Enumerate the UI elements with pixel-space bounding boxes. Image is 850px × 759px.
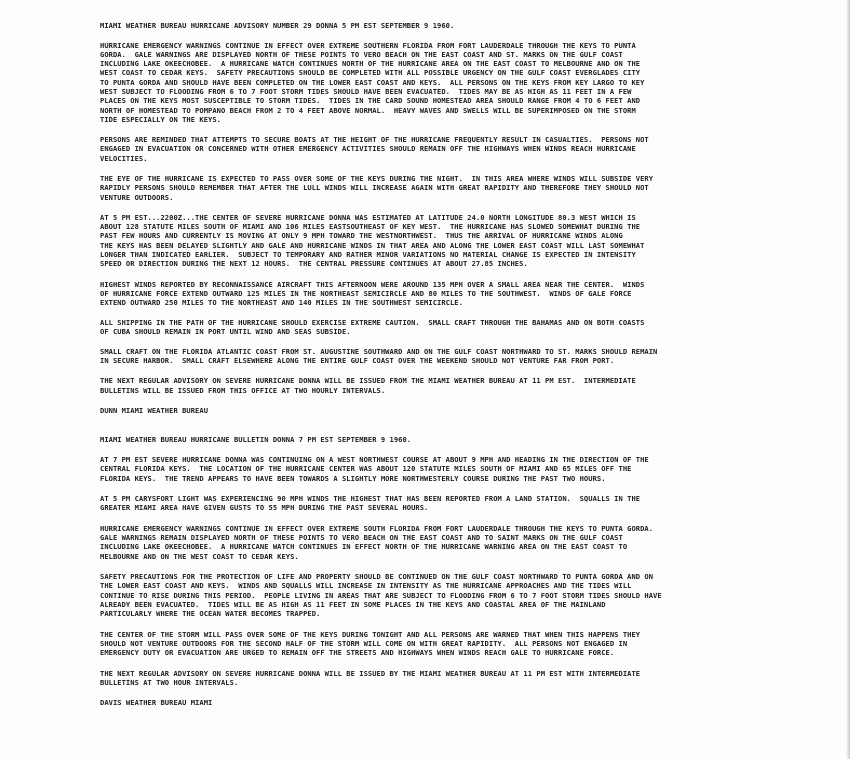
text-line: HURRICANE EMERGENCY WARNINGS CONTINUE IN EFFECT OVER EXTREME SOUTH FLORIDA FROM FORT LAUDERDALE THROUGH THE KEYS TO PUNTA GORDA.	[100, 524, 654, 533]
text-line: THE KEYS HAS BEEN DELAYED SLIGHTLY AND GALE AND HURRICANE WINDS IN THAT AREA AND ALONG THE LOWER EAST COAST WILL LAST SOMEWHAT	[100, 241, 645, 250]
text-line: TO PUNTA GORDA AND SHOULD HAVE BEEN COMPLETED ON THE LOWER EAST COAST AND KEYS. ALL PERSONS ON THE KEYS FROM KEY LARGO TO KEY	[100, 78, 645, 87]
text-line: GREATER MIAMI AREA HAVE GIVEN GUSTS TO 55 MPH DURING THE PAST SEVERAL HOURS.	[100, 503, 429, 512]
text-line: INCLUDING LAKE OKEECHOBEE. A HURRICANE WATCH CONTINUES IN EFFECT NORTH OF THE HURRICANE WARNING AREA ON THE EAST COAST TO	[100, 542, 628, 551]
text-line: WEST SUBJECT TO FLOODING FROM 6 TO 7 FOOT STORM TIDES SHOULD HAVE BEEN EVACUATED. TIDES MAY BE AS HIGH AS 11 FEET IN A FEW	[100, 87, 632, 96]
text-line: VENTURE OUTDOORS.	[100, 193, 174, 202]
text-line: ENGAGED IN EVACUATION OR CONCERNED WITH OTHER EMERGENCY ACTIVITIES SHOULD REMAIN OFF THE HIGHWAYS WHEN WINDS REACH HURRICANE	[100, 144, 636, 153]
text-line: CONTINUE TO RISE DURING THIS PERIOD. PEOPLE LIVING IN AREAS THAT ARE SUBJECT TO FLOODING FROM 6 TO 7 FOOT STORM TIDES SHOULD HAVE	[100, 591, 662, 600]
text-line: WEST COAST TO CEDAR KEYS. SAFETY PRECAUTIONS SHOULD BE COMPLETED WITH ALL POSSIBLE URGENCY ON THE GULF COAST EVERGLADES CITY	[100, 68, 641, 77]
text-line: IN SECURE HARBOR. SMALL CRAFT ELSEWHERE ALONG THE ENTIRE GULF COAST OVER THE WEEKEND SHOULD NOT VENTURE FAR FROM PORT.	[100, 356, 615, 365]
text-line: THE EYE OF THE HURRICANE IS EXPECTED TO PASS OVER SOME OF THE KEYS DURING THE NIGHT. IN THIS AREA WHERE WINDS WILL SUBSIDE VERY	[100, 174, 654, 183]
text-line: SHOULD NOT VENTURE OUTDOORS FOR THE SECOND HALF OF THE STORM WILL COME ON WITH GREAT RAPIDITY. ALL PERSONS NOT ENGAGED IN	[100, 639, 628, 648]
text-line: ALREADY BEEN EVACUATED. TIDES WILL BE AS HIGH AS 11 FEET IN SOME PLACES IN THE KEYS AND COASTAL AREA OF THE MAINLAND	[100, 600, 606, 609]
text-line: HURRICANE EMERGENCY WARNINGS CONTINUE IN EFFECT OVER EXTREME SOUTHERN FLORIDA FROM FORT LAUDERDALE THROUGH THE KEYS TO PUNTA	[100, 41, 636, 50]
text-line: BULLETINS AT TWO HOUR INTERVALS.	[100, 678, 239, 687]
text-line: SMALL CRAFT ON THE FLORIDA ATLANTIC COAST FROM ST. AUGUSTINE SOUTHWARD AND ON THE GULF COAST NORTHWARD TO ST. MARKS SHOULD REMAIN	[100, 347, 658, 356]
text-line: THE LOWER EAST COAST AND KEYS. WINDS AND SQUALLS WILL INCREASE IN INTENSITY AS THE HURRICANE APPROACHES AND THE TIDES WILL	[100, 581, 632, 590]
bulletin-header: MIAMI WEATHER BUREAU HURRICANE BULLETIN DONNA 7 PM EST SEPTEMBER 9 1960.	[100, 435, 412, 444]
text-line: MELBOURNE AND ON THE WEST COAST TO CEDAR KEYS.	[100, 552, 299, 561]
text-line: BULLETINS WILL BE ISSUED FROM THIS OFFICE AT TWO HOURLY INTERVALS.	[100, 386, 386, 395]
text-line: GALE WARNINGS REMAIN DISPLAYED NORTH OF THESE POINTS TO VERO BEACH ON THE EAST COAST AND TO SAINT MARKS ON THE GULF COAST	[100, 533, 623, 542]
text-line: SPEED OR DIRECTION DURING THE NEXT 12 HOURS. THE CENTRAL PRESSURE CONTINUES AT ABOUT 27.85 INCHES.	[100, 259, 528, 268]
page-edge-shadow	[846, 0, 850, 759]
text-line: AT 7 PM EST SEVERE HURRICANE DONNA WAS CONTINUING ON A WEST NORTHWEST COURSE AT ABOUT 9 MPH AND HEADING IN THE DIRECTION OF THE	[100, 455, 649, 464]
text-line: NORTH OF HOMESTEAD TO POMPANO BEACH FROM 2 TO 4 FEET ABOVE NORMAL. HEAVY WAVES AND SWELLS WILL BE SUPERIMPOSED ON THE STORM	[100, 106, 636, 115]
advisory-header: MIAMI WEATHER BUREAU HURRICANE ADVISORY NUMBER 29 DONNA 5 PM EST SEPTEMBER 9 1960.	[100, 21, 455, 30]
text-line: THE CENTER OF THE STORM WILL PASS OVER SOME OF THE KEYS DURING TONIGHT AND ALL PERSONS ARE WARNED THAT WHEN THIS HAPPENS THEY	[100, 630, 641, 639]
text-line: AT 5 PM CARYSFORT LIGHT WAS EXPERIENCING 90 MPH WINDS THE HIGHEST THAT HAS BEEN REPORTED FROM A LAND STATION. SQUALLS IN THE	[100, 494, 641, 503]
text-line: AT 5 PM EST...2200Z...THE CENTER OF SEVERE HURRICANE DONNA WAS ESTIMATED AT LATITUDE 24.0 NORTH LONGITUDE 80.3 WEST WHICH IS	[100, 213, 636, 222]
text-line: CENTRAL FLORIDA KEYS. THE LOCATION OF THE HURRICANE CENTER WAS ABOUT 120 STATUTE MILES SOUTH OF MIAMI AND 65 MILES OFF THE	[100, 464, 632, 473]
text-line: HIGHEST WINDS REPORTED BY RECONNAISSANCE AIRCRAFT THIS AFTERNOON WERE AROUND 135 MPH OVER A SMALL AREA NEAR THE CENTER. WINDS	[100, 280, 645, 289]
text-line: OF HURRICANE FORCE EXTEND OUTWARD 125 MILES IN THE NORTHEAST SEMICIRCLE AND 80 MILES TO THE SOUTHWEST. WINDS OF GALE FORCE	[100, 289, 632, 298]
text-line: FLORIDA KEYS. THE TREND APPEARS TO HAVE BEEN TOWARDS A SLIGHTLY MORE NORTHWESTERLY COURSE DURING THE PAST TWO HOURS.	[100, 474, 606, 483]
text-line: EMERGENCY DUTY OR EVACUATION ARE URGED TO REMAIN OFF THE STREETS AND HIGHWAYS WHEN WINDS REACH GALE TO HURRICANE FORCE.	[100, 648, 615, 657]
text-line: PLACES ON THE KEYS MOST SUSCEPTIBLE TO STORM TIDES. TIDES IN THE CARD SOUND HOMESTEAD AREA SHOULD RANGE FROM 4 TO 6 FEET AND	[100, 96, 641, 105]
text-line: EXTEND OUTWARD 250 MILES TO THE NORTHEAST AND 140 MILES IN THE SOUTHWEST SEMICIRCLE.	[100, 298, 463, 307]
text-line: ALL SHIPPING IN THE PATH OF THE HURRICANE SHOULD EXERCISE EXTREME CAUTION. SMALL CRAFT THROUGH THE BAHAMAS AND ON BOTH COASTS	[100, 318, 645, 327]
text-line: THE NEXT REGULAR ADVISORY ON SEVERE HURRICANE DONNA WILL BE ISSUED BY THE MIAMI WEATHER BUREAU AT 11 PM EST WITH INTERMEDIATE	[100, 669, 641, 678]
text-line: GORDA. GALE WARNINGS ARE DISPLAYED NORTH OF THESE POINTS TO VERO BEACH ON THE EAST COAST AND ST. MARKS ON THE GULF COAST	[100, 50, 623, 59]
text-line: INCLUDING LAKE OKEECHOBEE. A HURRICANE WATCH CONTINUES NORTH OF THE HURRICANE AREA ON THE EAST COAST TO MELBOURNE AND ON THE	[100, 59, 641, 68]
text-line: ABOUT 128 STATUTE MILES SOUTH OF MIAMI AND 106 MILES EASTSOUTHEAST OF KEY WEST. THE HURRICANE HAS SLOWED SOMEWHAT DURING THE	[100, 222, 641, 231]
text-line: LONGER THAN INDICATED EARLIER. SUBJECT TO TEMPORARY AND RATHER MINOR VARIATIONS NO MATERIAL CHANGE IS EXPECTED IN INTENSITY	[100, 250, 636, 259]
text-line: PARTICULARLY WHERE THE OCEAN WATER BECOMES TRAPPED.	[100, 609, 321, 618]
text-line: TIDE ESPECIALLY ON THE KEYS.	[100, 115, 221, 124]
text-line: PAST FEW HOURS AND CURRENTLY IS MOVING AT ONLY 9 MPH TOWARD THE WESTNORTHWEST. THUS THE ARRIVAL OF HURRICANE WINDS ALONG	[100, 231, 623, 240]
text-line: THE NEXT REGULAR ADVISORY ON SEVERE HURRICANE DONNA WILL BE ISSUED FROM THE MIAMI WEATHER BUREAU AT 11 PM EST. INTERMEDIATE	[100, 376, 636, 385]
advisory-signature: DUNN MIAMI WEATHER BUREAU	[100, 406, 209, 415]
text-line: VELOCITIES.	[100, 154, 148, 163]
text-line: OF CUBA SHOULD REMAIN IN PORT UNTIL WIND AND SEAS SUBSIDE.	[100, 327, 351, 336]
bulletin-signature: DAVIS WEATHER BUREAU MIAMI	[100, 698, 213, 707]
text-line: PERSONS ARE REMINDED THAT ATTEMPTS TO SECURE BOATS AT THE HEIGHT OF THE HURRICANE FREQUENTLY RESULT IN CASUALTIES. PERSONS NOT	[100, 135, 649, 144]
text-line: RAPIDLY PERSONS SHOULD REMEMBER THAT AFTER THE LULL WINDS WILL INCREASE AGAIN WITH GREAT RAPIDITY AND THEREFORE THEY SHOULD NOT	[100, 183, 649, 192]
text-line: SAFETY PRECAUTIONS FOR THE PROTECTION OF LIFE AND PROPERTY SHOULD BE CONTINUED ON THE GULF COAST NORTHWARD TO PUNTA GORDA AND ON	[100, 572, 654, 581]
